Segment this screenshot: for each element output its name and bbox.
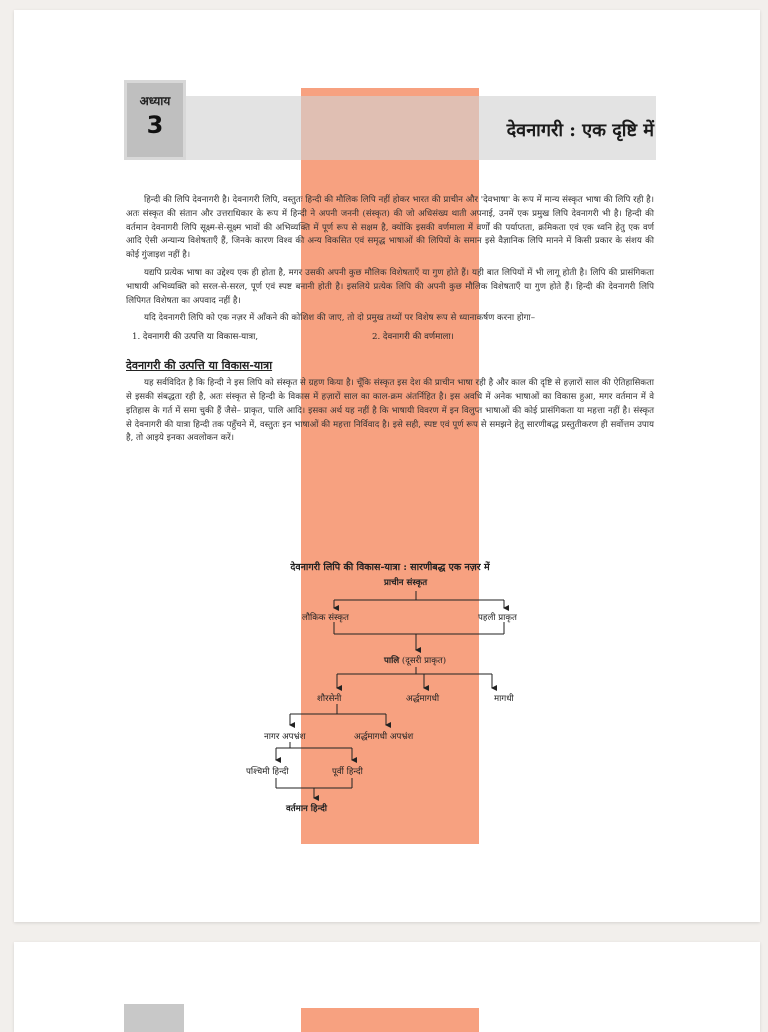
point-item: 2. देवनागरी की वर्णमाला।	[372, 332, 454, 343]
tree-diagram	[14, 10, 760, 922]
section-heading: देवनागरी की उत्पत्ति या विकास-यात्रा	[126, 359, 273, 373]
node-nagar-apbhransh: नागर अपभ्रंश	[264, 732, 306, 742]
node-pali	[384, 654, 446, 666]
page-title: देवनागरी : एक दृष्टि में	[506, 120, 654, 141]
node-pahli-prakrit: पहली प्राकृत	[478, 613, 517, 623]
chapter-label: अध्याय	[139, 94, 171, 108]
node-pali-label: पालि	[384, 656, 400, 666]
point-item: 1. देवनागरी की उत्पत्ति या विकास-यात्रा,	[132, 332, 259, 343]
node-ardhamagadhi-apbhransh: अर्द्धमागधी अपभ्रंश	[354, 732, 414, 742]
document-page	[14, 10, 760, 922]
chapter-number: 3	[146, 111, 164, 139]
node-pali-sub: (दूसरी प्राकृत)	[401, 656, 447, 666]
node-purvi-hindi: पूर्वी हिन्दी	[332, 767, 363, 777]
node-vartaman-hindi: वर्तमान हिन्दी	[286, 804, 328, 814]
next-page-highlight-band	[301, 1008, 479, 1032]
next-page	[14, 942, 760, 1032]
paragraph: हिन्दी की लिपि देवनागरी है। देवनागरी लिपि, वस्तुतः हिन्दी की मौलिक लिपि नहीं होकर भारत की प्राचीन और 'देवभाषा' के रूप में मान्य संस्कृत भाषा की लिपि रही है। अतः संस्कृत की संतान और उत्तराधिकार के रूप में हिन्दी ने अपनी जननी (संस्कृत) की जो अधिसंख्य थाती अपनाई, उनमें एक प्रमुख लिपि देवनागरी भी है। हिन्दी की वर्तमान देवनागरी लिपि सूक्ष्म-से-सूक्ष्म भावों की अभिव्यक्ति में पूर्ण रूप से सक्षम है, क्योंकि इसकी वर्णमाला में वर्णों की पर्याप्तता, क्रमिकता एवं एक ध्वनि हेतु एक वर्ण आदि ऐसी अन्यान्य विशेषताएँ हैं, जिनके कारण विश्व की अन्य विकसित एवं समृद्ध भाषाओं की लिपियों के समान इसे वैज्ञानिक लिपि मानने में किसी प्रकार के संशय की कोई गुंजाइश नहीं है।	[126, 195, 654, 261]
node-magadhi: मागधी	[494, 694, 514, 704]
node-ardhamagadhi: अर्द्धमागधी	[406, 694, 440, 704]
node-pashchimi-hindi: पश्चिमी हिन्दी	[246, 767, 289, 777]
diagram-title: देवनागरी लिपि की विकास-यात्रा : सारणीबद्ध एक नज़र में	[290, 562, 490, 573]
node-shauraseni: शौरसेनी	[317, 694, 342, 704]
node-laukik-sanskrit: लौकिक संस्कृत	[302, 613, 349, 623]
section-paragraph: यह सर्वविदित है कि हिन्दी ने इस लिपि को संस्कृत से ग्रहण किया है। चूँकि संस्कृत इस देश की प्राचीन भाषा रही है और काल की दृष्टि से हज़ारों साल की ऐतिहासिकता से इसकी संबद्धता रही है, अतः संस्कृत से हिन्दी के विकास में हज़ारों साल का काल-क्रम अंतर्निहित है। इस अवधि में अनेक भाषाओं का विकास हुआ, मगर वर्तमान में वे इतिहास के गर्त में समा चुकी हैं जैसे– प्राकृत, पालि आदि। इसका अर्थ यह नहीं है कि भाषायी विवरण में इन विलुप्त भाषाओं की कोई प्रासंगिकता या महत्ता नहीं है। संस्कृत से देवनागरी की यात्रा हिन्दी तक पहुँचने में, वस्तुतः इन भाषाओं की महत्ता निर्विवाद है। इसे सही, स्पष्ट एवं पूर्ण रूप से समझने हेतु सारणीबद्ध प्रस्तुतीकरण ही सर्वोत्तम उपाय है, तो आइये इनका अवलोकन करें।	[126, 378, 654, 444]
node-prachin-sanskrit: प्राचीन संस्कृत	[384, 578, 428, 588]
next-page-chapter-box	[124, 1004, 184, 1032]
paragraph: यदि देवनागरी लिपि को एक नज़र में आँकने की कोशिश की जाए, तो दो प्रमुख तथ्यों पर विशेष रूप से ध्यानाकर्षण करना होगा–	[144, 313, 536, 324]
paragraph: यद्यपि प्रत्येक भाषा का उद्देश्य एक ही होता है, मगर उसकी अपनी कुछ मौलिक विशेषताएँ या गुण होते हैं। यही बात लिपियों में भी लागू होती है। लिपि की प्रासंगिकता भाषायी अभिव्यक्ति को सरल-से-सरल, पूर्ण एवं स्पष्ट बनानी होती है। इसलिये प्रत्येक लिपि की अपनी कुछ मौलिक विशेषताएँ या गुण होते हैं। हिन्दी की देवनागरी लिपि लिपिगत विशेषता का अपवाद नहीं है।	[126, 267, 654, 306]
